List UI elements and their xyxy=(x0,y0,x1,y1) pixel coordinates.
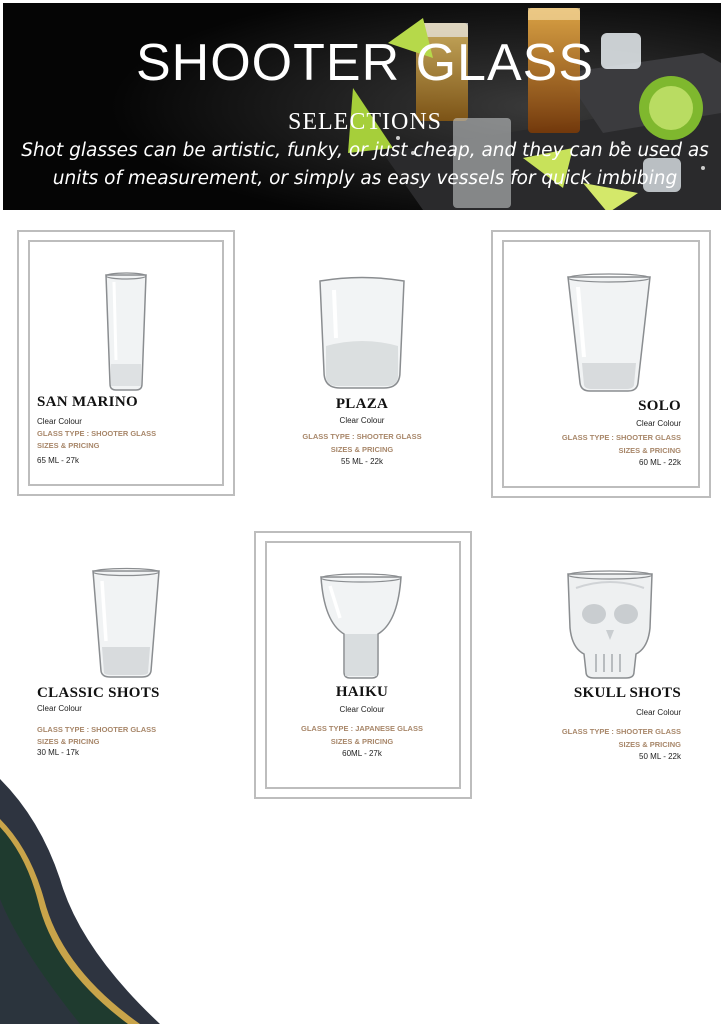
shot-glass-illustration xyxy=(318,572,404,682)
shot-glass-illustration xyxy=(564,273,654,395)
product-name: SAN MARINO xyxy=(37,394,138,410)
product-colour: Clear Colour xyxy=(636,419,681,428)
product-colour: Clear Colour xyxy=(636,708,681,717)
banner-description-line2: units of measurement, or simply as easy vessels for quick imbibing xyxy=(52,168,678,189)
shot-glass-illustration xyxy=(100,272,152,394)
product-glass-type: GLASS TYPE : SHOOTER GLASS xyxy=(302,432,422,441)
product-price: 60ML - 27k xyxy=(342,749,382,758)
product-glass-type: GLASS TYPE : SHOOTER GLASS xyxy=(37,725,157,734)
product-sizes-label: SIZES & PRICING xyxy=(330,737,394,746)
product-name: SKULL SHOTS xyxy=(573,685,681,701)
header-banner xyxy=(3,3,721,210)
banner-description-line1: Shot glasses can be artistic, funky, or just cheap, and they can be used as xyxy=(21,140,709,161)
shot-glass-illustration xyxy=(314,276,410,394)
product-glass-type: GLASS TYPE : SHOOTER GLASS xyxy=(37,429,157,438)
product-price: 50 ML - 22k xyxy=(639,752,681,761)
product-name: PLAZA xyxy=(335,396,389,412)
product-colour: Clear Colour xyxy=(339,705,385,714)
product-colour: Clear Colour xyxy=(37,417,82,426)
skull-glass-illustration xyxy=(562,568,658,682)
banner-title: SHOOTER GLASS xyxy=(136,34,594,92)
corner-swoosh-decoration xyxy=(0,779,170,1024)
product-sizes-label: SIZES & PRICING xyxy=(37,737,100,746)
product-sizes-label: SIZES & PRICING xyxy=(618,446,681,455)
product-name: CLASSIC SHOTS xyxy=(37,685,160,701)
product-sizes-label: SIZES & PRICING xyxy=(37,441,100,450)
product-name: HAIKU xyxy=(335,684,389,700)
product-price: 60 ML - 22k xyxy=(639,458,681,467)
product-sizes-label: SIZES & PRICING xyxy=(618,740,681,749)
product-glass-type: GLASS TYPE : SHOOTER GLASS xyxy=(561,433,681,442)
banner-subtitle: SELECTIONS xyxy=(288,109,442,135)
product-colour: Clear Colour xyxy=(339,416,385,425)
shot-glass-illustration xyxy=(90,567,162,681)
banner-description xyxy=(3,137,721,193)
product-glass-type: GLASS TYPE : JAPANESE GLASS xyxy=(301,724,423,733)
product-colour: Clear Colour xyxy=(37,704,82,713)
product-name: SOLO xyxy=(638,398,681,414)
product-glass-type: GLASS TYPE : SHOOTER GLASS xyxy=(561,727,681,736)
product-price: 55 ML - 22k xyxy=(341,457,383,466)
product-price: 65 ML - 27k xyxy=(37,456,79,465)
product-price: 30 ML - 17k xyxy=(37,748,79,757)
product-sizes-label: SIZES & PRICING xyxy=(330,445,394,454)
